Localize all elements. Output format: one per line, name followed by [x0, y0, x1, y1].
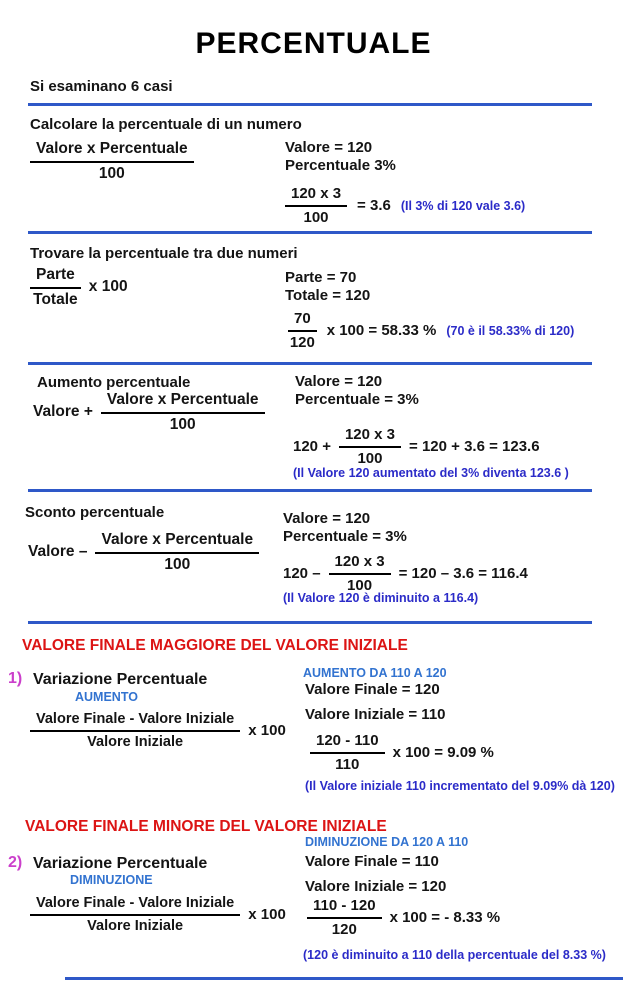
section6-formula-denominator: Valore Iniziale [87, 918, 184, 935]
section2-example-result: x 100 = 58.33 % [326, 322, 437, 339]
section1-given-value: Valore = 120 [285, 139, 373, 156]
section4-example [283, 553, 528, 595]
section6-formula-numerator: Valore Finale - Valore Iniziale [30, 895, 240, 916]
section3-example-prefix: 120 + [293, 438, 331, 455]
section4-example-prefix: 120 – [283, 565, 321, 582]
section5-subheading: Variazione Percentuale [33, 671, 208, 688]
section5-formula-denominator: Valore Iniziale [87, 734, 184, 751]
section3-formula-denominator: 100 [169, 415, 196, 433]
section4-example-denominator: 100 [347, 577, 373, 594]
section5-note: (Il Valore iniziale 110 incrementato del 9.09% dà 120) [305, 779, 615, 793]
section6-range-label: DIMINUZIONE DA 120 A 110 [305, 835, 469, 849]
section5-formula-suffix: x 100 [248, 722, 286, 740]
section6-example-result: x 100 = - 8.33 % [389, 909, 501, 926]
section4-example-result: = 120 – 3.6 = 116.4 [398, 565, 528, 582]
section4-formula-denominator: 100 [164, 555, 191, 573]
section6-mode-label: DIMINUZIONE [70, 873, 153, 887]
section1-example-result: = 3.6 [357, 197, 391, 214]
section5-formula-fraction [30, 711, 240, 752]
section2-heading: Trovare la percentuale tra due numeri [30, 245, 298, 262]
section4-formula-prefix: Valore – [28, 543, 88, 561]
section6-example-numerator: 110 - 120 [307, 897, 382, 919]
section4-example-numerator: 120 x 3 [329, 553, 391, 575]
section5-example [310, 732, 494, 774]
section6-given-final: Valore Finale = 110 [305, 853, 439, 870]
section3-given-percent: Percentuale = 3% [295, 391, 419, 408]
section2-example-numerator: 70 [288, 310, 317, 332]
section4-given-value: Valore = 120 [283, 510, 371, 527]
section3-formula [33, 391, 265, 434]
divider-2 [28, 231, 592, 234]
section6-formula-suffix: x 100 [248, 906, 286, 924]
section5-example-denominator: 110 [335, 756, 360, 773]
section4-example-fraction [329, 553, 391, 595]
section1-given-percent: Percentuale 3% [285, 157, 396, 174]
section4-given-percent: Percentuale = 3% [283, 528, 407, 545]
section5-case-number: 1) [8, 670, 23, 687]
section2-formula-denominator: Totale [33, 290, 78, 308]
section3-formula-numerator: Valore x Percentuale [101, 391, 265, 414]
divider-1 [28, 103, 592, 106]
section5-formula [30, 711, 286, 752]
section6-example-denominator: 120 [331, 921, 357, 938]
section3-example-numerator: 120 x 3 [339, 426, 401, 448]
section3-heading: Aumento percentuale [37, 374, 191, 391]
section5-example-result: x 100 = 9.09 % [392, 744, 494, 761]
section6-case-number: 2) [8, 854, 23, 871]
divider-3 [28, 362, 592, 365]
section3-example [293, 426, 540, 468]
section2-formula [30, 266, 128, 309]
section5-example-fraction [310, 732, 385, 774]
bottom-divider [65, 977, 623, 980]
section2-example [288, 310, 574, 352]
section2-formula-numerator: Parte [30, 266, 81, 289]
section2-note: (70 è il 58.33% di 120) [446, 323, 575, 338]
section1-example [285, 185, 525, 227]
section4-note: (Il Valore 120 è diminuito a 116.4) [283, 591, 479, 605]
section6-formula [30, 895, 286, 936]
section1-heading: Calcolare la percentuale di un numero [30, 116, 302, 133]
section6-note: (120 è diminuito a 110 della percentuale del 8.33 %) [303, 948, 606, 962]
section3-given-value: Valore = 120 [295, 373, 383, 390]
section1-formula-numerator: Valore x Percentuale [30, 140, 194, 163]
section1-note: (Il 3% di 120 vale 3.6) [400, 198, 526, 213]
section3-formula-prefix: Valore + [33, 403, 93, 421]
section6-formula-fraction [30, 895, 240, 936]
section2-given-part: Parte = 70 [285, 269, 357, 286]
section1-example-numerator: 120 x 3 [285, 185, 347, 207]
section3-formula-fraction [101, 391, 265, 434]
section6-heading: VALORE FINALE MINORE DEL VALORE INIZIALE [25, 818, 387, 835]
section5-range-label: AUMENTO DA 110 A 120 [303, 666, 447, 680]
section3-note: (Il Valore 120 aumentato del 3% diventa 123.6 ) [293, 466, 569, 480]
section2-formula-fraction [30, 266, 81, 309]
section1-formula-denominator: 100 [98, 164, 125, 182]
section5-formula-numerator: Valore Finale - Valore Iniziale [30, 711, 240, 732]
section5-mode-label: AUMENTO [75, 690, 138, 704]
section6-example-fraction [307, 897, 382, 939]
section4-heading: Sconto percentuale [25, 504, 165, 521]
section5-example-numerator: 120 - 110 [310, 732, 385, 754]
section1-formula-fraction [30, 140, 194, 183]
section4-formula-numerator: Valore x Percentuale [95, 531, 259, 554]
section4-formula-fraction [95, 531, 259, 574]
section3-example-fraction [339, 426, 401, 468]
intro-text: Si esaminano 6 casi [30, 78, 173, 95]
main-title: PERCENTUALE [195, 27, 432, 60]
divider-5 [28, 621, 592, 624]
section3-example-denominator: 100 [357, 450, 383, 467]
section5-heading: VALORE FINALE MAGGIORE DEL VALORE INIZIALE [22, 637, 408, 654]
section5-given-final: Valore Finale = 120 [305, 681, 440, 698]
section5-given-initial: Valore Iniziale = 110 [305, 706, 446, 723]
section6-example [307, 897, 500, 939]
section6-subheading: Variazione Percentuale [33, 855, 208, 872]
section2-given-total: Totale = 120 [285, 287, 371, 304]
section4-formula [28, 531, 259, 574]
section2-example-fraction [288, 310, 317, 352]
section2-formula-suffix: x 100 [88, 278, 128, 296]
section3-example-result: = 120 + 3.6 = 123.6 [409, 438, 540, 455]
divider-4 [28, 489, 592, 492]
section1-example-fraction [285, 185, 347, 227]
section6-given-initial: Valore Iniziale = 120 [305, 878, 447, 895]
section1-example-denominator: 100 [303, 209, 329, 226]
section2-example-denominator: 120 [289, 334, 315, 351]
